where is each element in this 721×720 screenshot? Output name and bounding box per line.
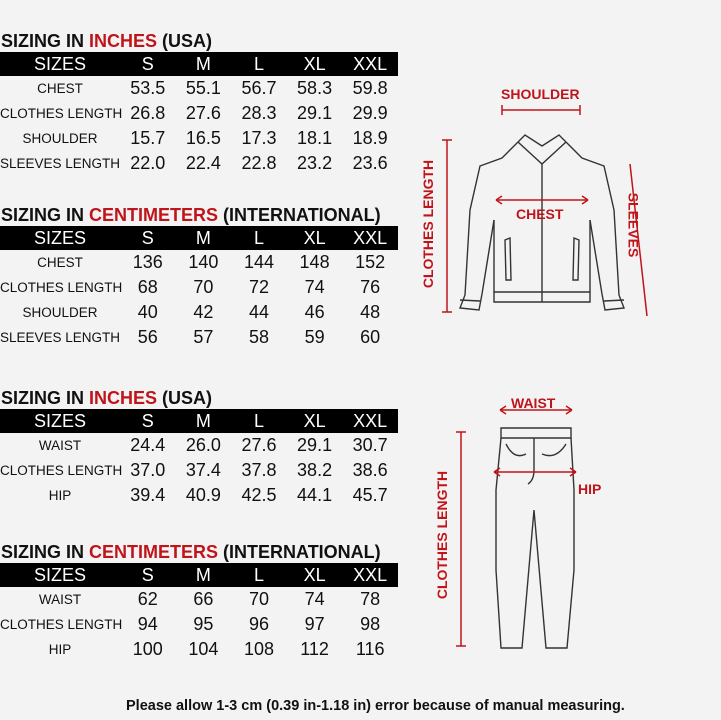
table-cell: XL (303, 54, 326, 74)
row-label: CHEST (37, 255, 83, 270)
table-cell: 23.6 (352, 153, 388, 173)
table-cell: 59.8 (352, 78, 388, 98)
table-row (0, 325, 398, 350)
table-row (0, 126, 398, 151)
pants-cm-section (0, 541, 398, 662)
table-cell: 112 (300, 639, 329, 659)
row-label: WAIST (38, 438, 82, 453)
table-cell: 148 (299, 252, 330, 272)
row-label: SLEEVES LENGTH (0, 156, 121, 171)
jacket-length-label: CLOTHES LENGTH (420, 159, 437, 289)
row-label: CLOTHES LENGTH (0, 463, 123, 478)
table-cell: L (253, 228, 264, 248)
table-cell: M (195, 411, 211, 431)
table-cell: 144 (243, 252, 274, 272)
table-cell: 66 (193, 589, 214, 609)
table-cell: 56.7 (241, 78, 277, 98)
table-cell: L (253, 411, 264, 431)
table-row (0, 483, 398, 508)
table-cell: 140 (188, 252, 219, 272)
table-cell: 37.4 (185, 460, 221, 480)
jacket-cm-section (0, 204, 398, 350)
table-header (0, 52, 398, 76)
table-row (0, 101, 398, 126)
table-cell: M (195, 54, 211, 74)
table-cell: S (141, 565, 154, 585)
table-cell: 48 (360, 302, 381, 322)
row-label: CLOTHES LENGTH (0, 617, 123, 632)
table-row (0, 275, 398, 300)
table-cell: L (253, 54, 264, 74)
table-cell: 27.6 (185, 103, 221, 123)
table-cell: 98 (360, 614, 381, 634)
pants-outline-icon (496, 428, 574, 648)
table-cell: M (195, 228, 211, 248)
table-cell: XL (303, 228, 326, 248)
table-cell: 76 (360, 277, 381, 297)
table-cell: 68 (137, 277, 158, 297)
table-header (0, 409, 398, 433)
jacket-inches-section (0, 30, 398, 176)
table-cell: 95 (193, 614, 214, 634)
table-cell: 58.3 (297, 78, 333, 98)
table-cell: 70 (248, 589, 269, 609)
table-cell: 60 (360, 327, 381, 347)
table-cell: 42 (193, 302, 214, 322)
pants-diagram (450, 400, 610, 660)
row-label: HIP (48, 642, 72, 657)
jacket-cm-title: SIZING IN CENTIMETERS (INTERNATIONAL) (1, 205, 381, 225)
table-cell: XXL (353, 411, 388, 431)
table-cell: 37.8 (241, 460, 277, 480)
table-cell: M (195, 565, 211, 585)
table-cell: 26.8 (130, 103, 166, 123)
pants-length-label: CLOTHES LENGTH (434, 470, 451, 600)
table-cell: 37.0 (130, 460, 166, 480)
table-cell: 104 (188, 639, 219, 659)
table-row (0, 458, 398, 483)
table-cell: 62 (137, 589, 158, 609)
table-cell: 46 (304, 302, 325, 322)
table-cell: L (253, 565, 264, 585)
row-label: HIP (48, 488, 72, 503)
table-cell: S (141, 411, 154, 431)
table-cell: 44.1 (297, 485, 333, 505)
table-header (0, 226, 398, 250)
table-cell: 152 (355, 252, 386, 272)
table-cell: 16.5 (185, 128, 221, 148)
table-cell: XL (303, 411, 326, 431)
table-cell: 24.4 (130, 435, 166, 455)
table-cell: 39.4 (130, 485, 166, 505)
pants-inches-title: SIZING IN INCHES (USA) (1, 388, 213, 408)
table-cell: S (141, 54, 154, 74)
pants-inches-section (0, 387, 398, 508)
row-label: CLOTHES LENGTH (0, 280, 123, 295)
measurement-error-note: Please allow 1-3 cm (0.39 in-1.18 in) error because of manual measuring. (126, 698, 625, 714)
table-cell: 38.6 (352, 460, 388, 480)
table-cell: 59 (304, 327, 325, 347)
table-cell: 56 (137, 327, 158, 347)
table-cell: 18.9 (352, 128, 388, 148)
table-cell: 74 (304, 277, 325, 297)
shoulder-label: SHOULDER (501, 86, 580, 102)
table-cell: 28.3 (241, 103, 277, 123)
chest-label: CHEST (516, 206, 564, 222)
table-cell: 18.1 (297, 128, 333, 148)
table-cell: 40.9 (185, 485, 221, 505)
table-cell: 116 (355, 639, 385, 659)
jacket-outline-icon (460, 135, 624, 310)
table-cell: 15.7 (130, 128, 166, 148)
table-cell: 94 (137, 614, 158, 634)
hip-label: HIP (578, 481, 602, 497)
table-cell: 38.2 (297, 460, 333, 480)
row-label: CLOTHES LENGTH (0, 106, 123, 121)
table-cell: 22.4 (185, 153, 221, 173)
jacket-diagram (410, 80, 660, 330)
table-header (0, 563, 398, 587)
table-cell: 57 (193, 327, 214, 347)
table-cell: 17.3 (241, 128, 277, 148)
table-cell: XXL (353, 565, 388, 585)
table-cell: XXL (353, 54, 388, 74)
row-label: SHOULDER (22, 305, 98, 320)
table-cell: 29.1 (297, 103, 333, 123)
table-row (0, 76, 398, 101)
table-cell: 78 (360, 589, 381, 609)
table-cell: 97 (304, 614, 325, 634)
table-row (0, 433, 398, 458)
table-cell: 40 (137, 302, 158, 322)
table-cell: 22.0 (130, 153, 166, 173)
table-cell: 27.6 (241, 435, 277, 455)
row-label: SHOULDER (22, 131, 98, 146)
table-cell: 42.5 (241, 485, 277, 505)
table-cell: 58 (248, 327, 269, 347)
table-cell: 26.0 (185, 435, 221, 455)
jacket-inches-title: SIZING IN INCHES (USA) (1, 31, 213, 51)
row-label: WAIST (38, 592, 82, 607)
sleeves-label: SLEEVES (625, 192, 642, 258)
table-row (0, 587, 398, 612)
table-cell: 96 (248, 614, 269, 634)
table-cell: 30.7 (352, 435, 388, 455)
table-cell: XL (303, 565, 326, 585)
table-cell: 100 (132, 639, 163, 659)
table-row (0, 637, 398, 662)
table-cell: 23.2 (297, 153, 333, 173)
pants-cm-title: SIZING IN CENTIMETERS (INTERNATIONAL) (1, 542, 381, 562)
table-row (0, 151, 398, 176)
waist-label: WAIST (511, 395, 556, 411)
table-cell: 74 (304, 589, 325, 609)
row-label: SIZES (33, 228, 86, 248)
table-cell: 44 (248, 302, 269, 322)
table-row (0, 250, 398, 275)
table-cell: 136 (132, 252, 163, 272)
table-row (0, 612, 398, 637)
row-label: SIZES (33, 565, 86, 585)
table-cell: 29.1 (297, 435, 333, 455)
table-cell: 55.1 (185, 78, 221, 98)
row-label: SIZES (33, 411, 86, 431)
table-cell: 70 (193, 277, 214, 297)
row-label: SIZES (33, 54, 86, 74)
table-cell: XXL (353, 228, 388, 248)
table-cell: 22.8 (241, 153, 277, 173)
row-label: SLEEVES LENGTH (0, 330, 121, 345)
table-cell: 45.7 (352, 485, 388, 505)
table-cell: 72 (248, 277, 269, 297)
table-cell: 108 (243, 639, 274, 659)
table-cell: S (141, 228, 154, 248)
row-label: CHEST (37, 81, 83, 96)
table-row (0, 300, 398, 325)
table-cell: 53.5 (130, 78, 166, 98)
table-cell: 29.9 (352, 103, 388, 123)
